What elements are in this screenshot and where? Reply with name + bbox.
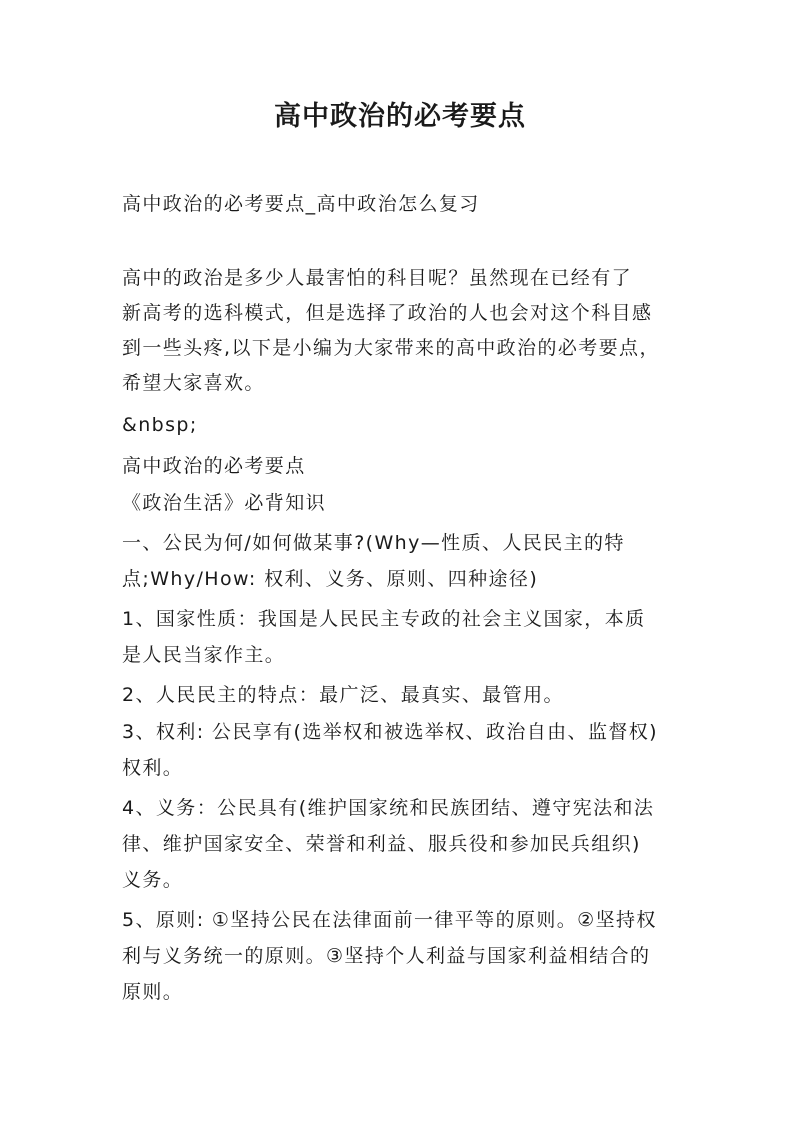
body-line: 律、维护国家安全、荣誉和利益、服兵役和参加民兵组织) [122, 833, 641, 855]
document-title: 高中政治的必考要点 [274, 101, 526, 132]
body-line: 3、权利: 公民享有(选举权和被选举权、政治自由、监督权) [122, 721, 658, 743]
body-line: 4、义务：公民具有(维护国家统和民族团结、遵守宪法和法 [122, 797, 655, 819]
body-line: 原则。 [122, 981, 184, 1003]
intro-line: 高中的政治是多少人最害怕的科目呢？虽然现在已经有了 [122, 267, 633, 289]
body-line: 5、原则: ①坚持公民在法律面前一律平等的原则。②坚持权 [122, 909, 657, 931]
body-line: 一、公民为何/如何做某事?(Why—性质、人民民主的特 [122, 532, 625, 554]
body-line: 是人民当家作主。 [122, 644, 286, 666]
section-heading: 高中政治的必考要点 [122, 455, 306, 477]
intro-line: 到一些头疼,以下是小编为大家带来的高中政治的必考要点， [122, 337, 660, 359]
book-heading: 《政治生活》必背知识 [122, 492, 327, 514]
document-subtitle: 高中政治的必考要点_高中政治怎么复习 [122, 193, 480, 215]
body-line: 点;Why/How: 权利、义务、原则、四种途径) [122, 568, 539, 590]
body-line: 义务。 [122, 869, 184, 891]
nbsp-text: &nbsp; [122, 414, 198, 436]
body-line: 2、人民民主的特点：最广泛、最真实、最管用。 [122, 684, 564, 706]
body-line: 1、国家性质：我国是人民民主专政的社会主义国家，本质 [122, 608, 646, 630]
intro-line: 新高考的选科模式，但是选择了政治的人也会对这个科目感 [122, 302, 653, 324]
intro-line: 希望大家喜欢。 [122, 372, 265, 394]
body-line: 权利。 [122, 757, 184, 779]
body-line: 利与义务统一的原则。③坚持个人利益与国家利益相结合的 [122, 945, 651, 967]
